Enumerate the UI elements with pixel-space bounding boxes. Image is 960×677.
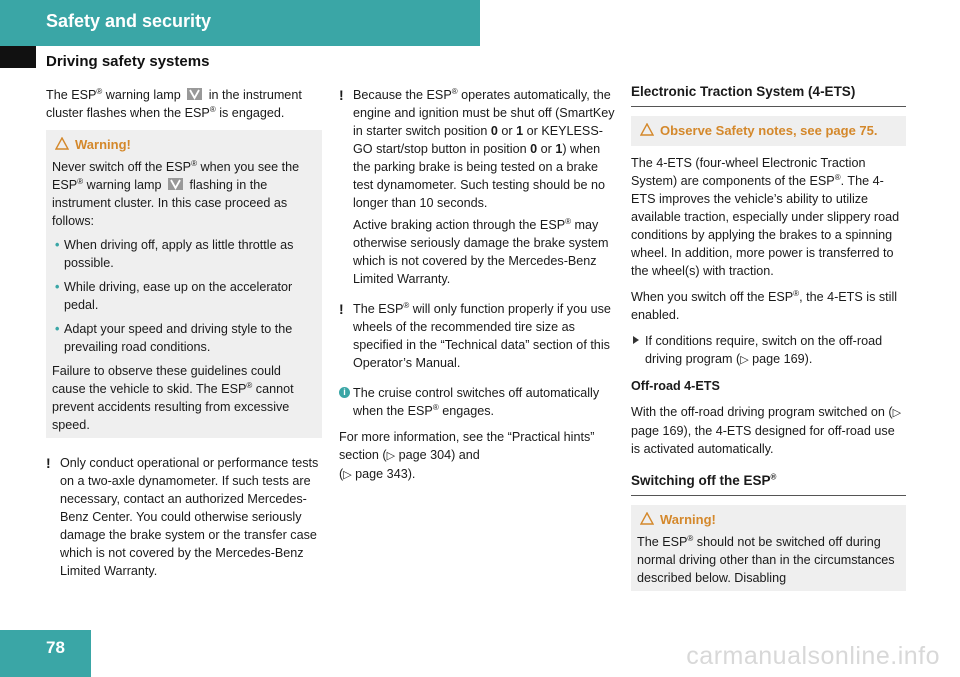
warning-bullet: • While driving, ease up on the accelerator pedal. (52, 278, 316, 314)
4ets-esp-off: When you switch off the ESP®, the 4-ETS is still enabled. (631, 288, 898, 322)
offroad-text: With the off-road driving program switched on (▷ page 169), the 4-ETS designed for off-road use is activated automatically. (631, 405, 902, 456)
warning-triangle-icon (55, 137, 69, 150)
caution-note: ! Because the ESP® operates automatically, the engine and ignition must be shut off (SmartKey in starter switch position 0 or 1 or KEYLESS-GO start/stop button in position 0 or 1) when the parking brake is being tested on a brake test dynamometer. Such testing should be no longer than 10 seconds. Active braking action through the ESP® may otherwise seriously damage the brake system which is not covered by the Mercedes-Benz Limited Warranty. (339, 86, 615, 286)
safety-notes-box (631, 116, 906, 146)
exclamation-icon: ! (46, 455, 51, 471)
esp-warning-lamp-icon (187, 88, 202, 100)
column-2 (339, 86, 615, 492)
column-3 (631, 83, 906, 591)
warning-title: Warning! (75, 137, 131, 152)
warning-text: The ESP® should not be switched off during normal driving other than in the circumstances described below. Disabling (637, 533, 895, 585)
warning-triangle-icon (640, 512, 654, 525)
warning-title: Warning! (660, 512, 716, 527)
subsection-title: Driving safety systems (46, 53, 210, 70)
esp-warning-lamp-icon (168, 178, 183, 190)
section-title: Safety and security (46, 11, 212, 31)
heading-switching-off-esp: Switching off the ESP® (631, 472, 906, 496)
page-number: 78 (46, 638, 65, 657)
offroad-title: Off-road 4-ETS (631, 379, 720, 393)
exclamation-icon: ! (339, 87, 344, 103)
warning-bullet: • Adapt your speed and driving style to the prevailing road conditions. (52, 320, 316, 356)
observe-safety-link[interactable]: Observe Safety notes, see page 75. (660, 123, 878, 138)
watermark: carmanualsonline.info (686, 642, 940, 670)
exclamation-icon: ! (339, 301, 344, 317)
step-arrow-icon (633, 336, 639, 344)
warning-box (46, 130, 322, 438)
warning-box (631, 505, 906, 591)
caution-note: ! Only conduct operational or performance tests on a two-axle dynamometer. If such tests are necessary, contact an authorized Mercedes-Benz Center. You could otherwise seriously damage the brake system or the transfer case which is not covered by the Mercedes-Benz Limited Warranty. (46, 455, 319, 578)
warning-text: Never switch off the ESP® when you see the ESP® warning lamp flashing in the instrument cluster. In this case proceed as follows: (52, 158, 300, 228)
section-tab-marker (0, 46, 36, 68)
more-info-paragraph: For more information, see the “Practical hints” section (▷ page 304) and (▷ page 343). (339, 430, 595, 481)
info-icon: i (339, 387, 350, 398)
info-note: i The cruise control switches off automatically when the ESP® engages. (339, 384, 615, 420)
warning-bullet: • When driving off, apply as little throttle as possible. (52, 236, 316, 272)
caution-note: ! The ESP® will only function properly if you use wheels of the recommended tire size as specified in the “Technical data” section of this Operator’s Manual. (339, 300, 611, 370)
column-1 (46, 86, 322, 588)
4ets-description: The 4-ETS (four-wheel Electronic Traction System) are components of the ESP®. The 4-ETS improves the vehicle’s ability to utilize available traction, especially under slippery road conditions by applying the brakes to a spinning wheel. In addition, more power is transferred to the wheel(s) with traction. (631, 156, 900, 278)
heading-4ets: Electronic Traction System (4-ETS) (631, 83, 906, 107)
warning-triangle-icon (640, 123, 654, 136)
warning-consequence: Failure to observe these guidelines could cause the vehicle to skid. The ESP® cannot prevent accidents resulting from excessive speed. (52, 364, 294, 432)
intro-paragraph: The ESP® warning lamp in the instrument cluster flashes when the ESP® is engaged. (46, 86, 302, 120)
instruction-step: If conditions require, switch on the off-road driving program (▷ page 169). (631, 332, 906, 369)
